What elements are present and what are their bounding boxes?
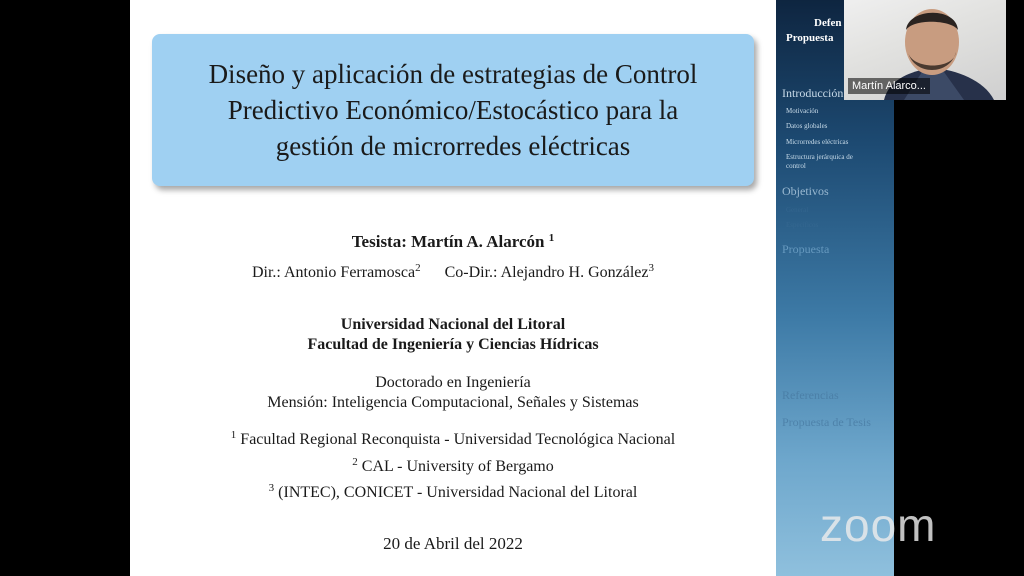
superscript: 3	[268, 482, 275, 494]
affiliation-2	[130, 456, 776, 476]
zoom-logo: zoom	[820, 499, 937, 551]
faculty: Facultad de Ingeniería y Ciencias Hídricas	[307, 336, 599, 353]
tesista	[130, 232, 776, 252]
title-box	[152, 34, 754, 186]
sidebar-section-objetivos[interactable]: Objetivos	[782, 184, 829, 198]
superscript: 2	[415, 262, 421, 274]
director: Dir.: Antonio Ferramosca	[251, 264, 416, 281]
title-line: Predictivo Económico/Estocástico para la	[227, 95, 679, 125]
directors	[130, 262, 776, 282]
presentation-date: 20 de Abril del 2022	[383, 534, 523, 553]
sidebar-section-referencias[interactable]: Referencias	[782, 388, 839, 402]
codirector: Co-Dir.: Alejandro H. González	[444, 264, 649, 281]
affiliation-text: (INTEC), CONICET - Universidad Nacional del Litoral	[278, 484, 638, 501]
sidebar-item[interactable]: Estructura jerárquica de	[786, 153, 853, 161]
affiliation-1	[130, 429, 776, 449]
sidebar-item[interactable]: Microrredes eléctricas	[786, 138, 849, 146]
sidebar-header-line2: Propuesta	[786, 32, 834, 44]
title-line: gestión de microrredes eléctricas	[275, 131, 631, 161]
affiliation-text: CAL - University of Bergamo	[361, 458, 554, 475]
degree: Doctorado en Ingeniería	[375, 374, 531, 391]
superscript: 1	[548, 232, 555, 244]
sidebar-section-introduccion[interactable]: Introducción	[782, 86, 844, 100]
sidebar-item[interactable]: control	[786, 162, 806, 170]
participant-name: Martín Alarco...	[848, 78, 930, 94]
tesista-label: Tesista: Martín A. Alarcón	[351, 232, 545, 251]
sidebar-item[interactable]: Motivación	[786, 107, 819, 115]
sidebar-item[interactable]: General	[786, 206, 809, 214]
affiliation-3	[130, 482, 776, 502]
mention: Mensión: Inteligencia Computacional, Señales y Sistemas	[267, 394, 639, 411]
superscript: 3	[648, 262, 655, 274]
sidebar-header-line1: Defen	[814, 17, 842, 29]
sidebar-item[interactable]: Datos globales	[786, 122, 828, 130]
title-line: Diseño y aplicación de estrategias de Control	[208, 59, 698, 89]
university: Universidad Nacional del Litoral	[340, 316, 566, 333]
affiliation-text: Facultad Regional Reconquista - Universidad Tecnológica Nacional	[240, 431, 676, 448]
participant-video[interactable]	[844, 0, 1006, 100]
presentation-slide	[130, 0, 776, 576]
superscript: 1	[230, 429, 237, 441]
superscript: 2	[352, 456, 358, 468]
sidebar-section-propuesta[interactable]: Propuesta	[782, 242, 830, 256]
sidebar-item[interactable]: Específicos	[786, 221, 819, 229]
sidebar-section-propuesta-tesis[interactable]: Propuesta de Tesis	[782, 415, 871, 429]
